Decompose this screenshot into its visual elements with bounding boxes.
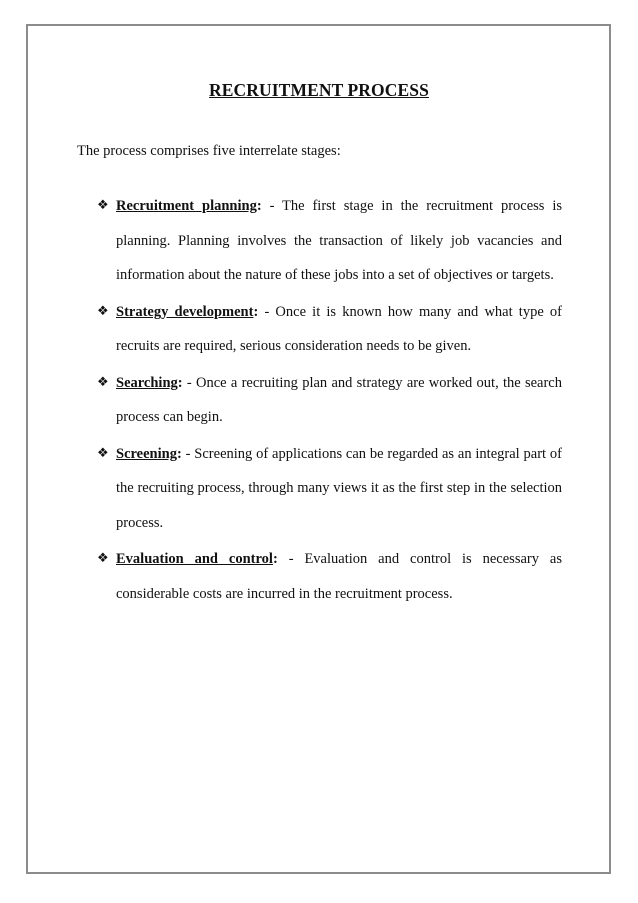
stage-description: - Screening of applications can be regarded as an integral part of the recruiting process, through many views it as the first step in the selection process. bbox=[116, 445, 562, 531]
stage-colon: : bbox=[253, 303, 259, 320]
stage-term: Screening bbox=[116, 445, 177, 462]
stage-term: Strategy development bbox=[116, 303, 254, 320]
stage-list bbox=[97, 189, 562, 613]
stage-term: Evaluation and control bbox=[116, 551, 273, 567]
diamond-bullet-icon: ❖ bbox=[97, 303, 109, 319]
diamond-bullet-icon: ❖ bbox=[97, 551, 109, 566]
list-item bbox=[97, 366, 562, 435]
stage-colon: : bbox=[176, 445, 182, 462]
list-item bbox=[97, 542, 562, 611]
stage-description: - The first stage in the recruitment process is planning. Planning involves the transaction of likely job vacancies and information about the nature of these jobs into a set of objectives or targets. bbox=[116, 198, 562, 283]
stage-description: - Once it is known how many and what type of recruits are required, serious consideration needs to be given. bbox=[116, 303, 562, 354]
diamond-bullet-icon: ❖ bbox=[97, 198, 109, 213]
intro-text: The process comprises five interrelate stages: bbox=[77, 143, 341, 159]
stage-term: Searching bbox=[116, 374, 178, 391]
diamond-bullet-icon: ❖ bbox=[97, 374, 109, 390]
list-item bbox=[97, 189, 562, 293]
list-item bbox=[97, 437, 562, 541]
diamond-bullet-icon: ❖ bbox=[97, 445, 109, 461]
stage-description: - Once a recruiting plan and strategy are worked out, the search process can begin. bbox=[116, 374, 562, 425]
stage-description: - Evaluation and control is necessary as considerable costs are incurred in the recruitment process. bbox=[116, 551, 562, 602]
stage-term: Recruitment planning bbox=[116, 198, 257, 214]
stage-colon: : bbox=[272, 551, 278, 567]
list-item bbox=[97, 295, 562, 364]
page-title: RECRUITMENT PROCESS bbox=[209, 80, 429, 100]
stage-colon: : bbox=[177, 374, 183, 391]
stage-colon: : bbox=[256, 198, 262, 214]
